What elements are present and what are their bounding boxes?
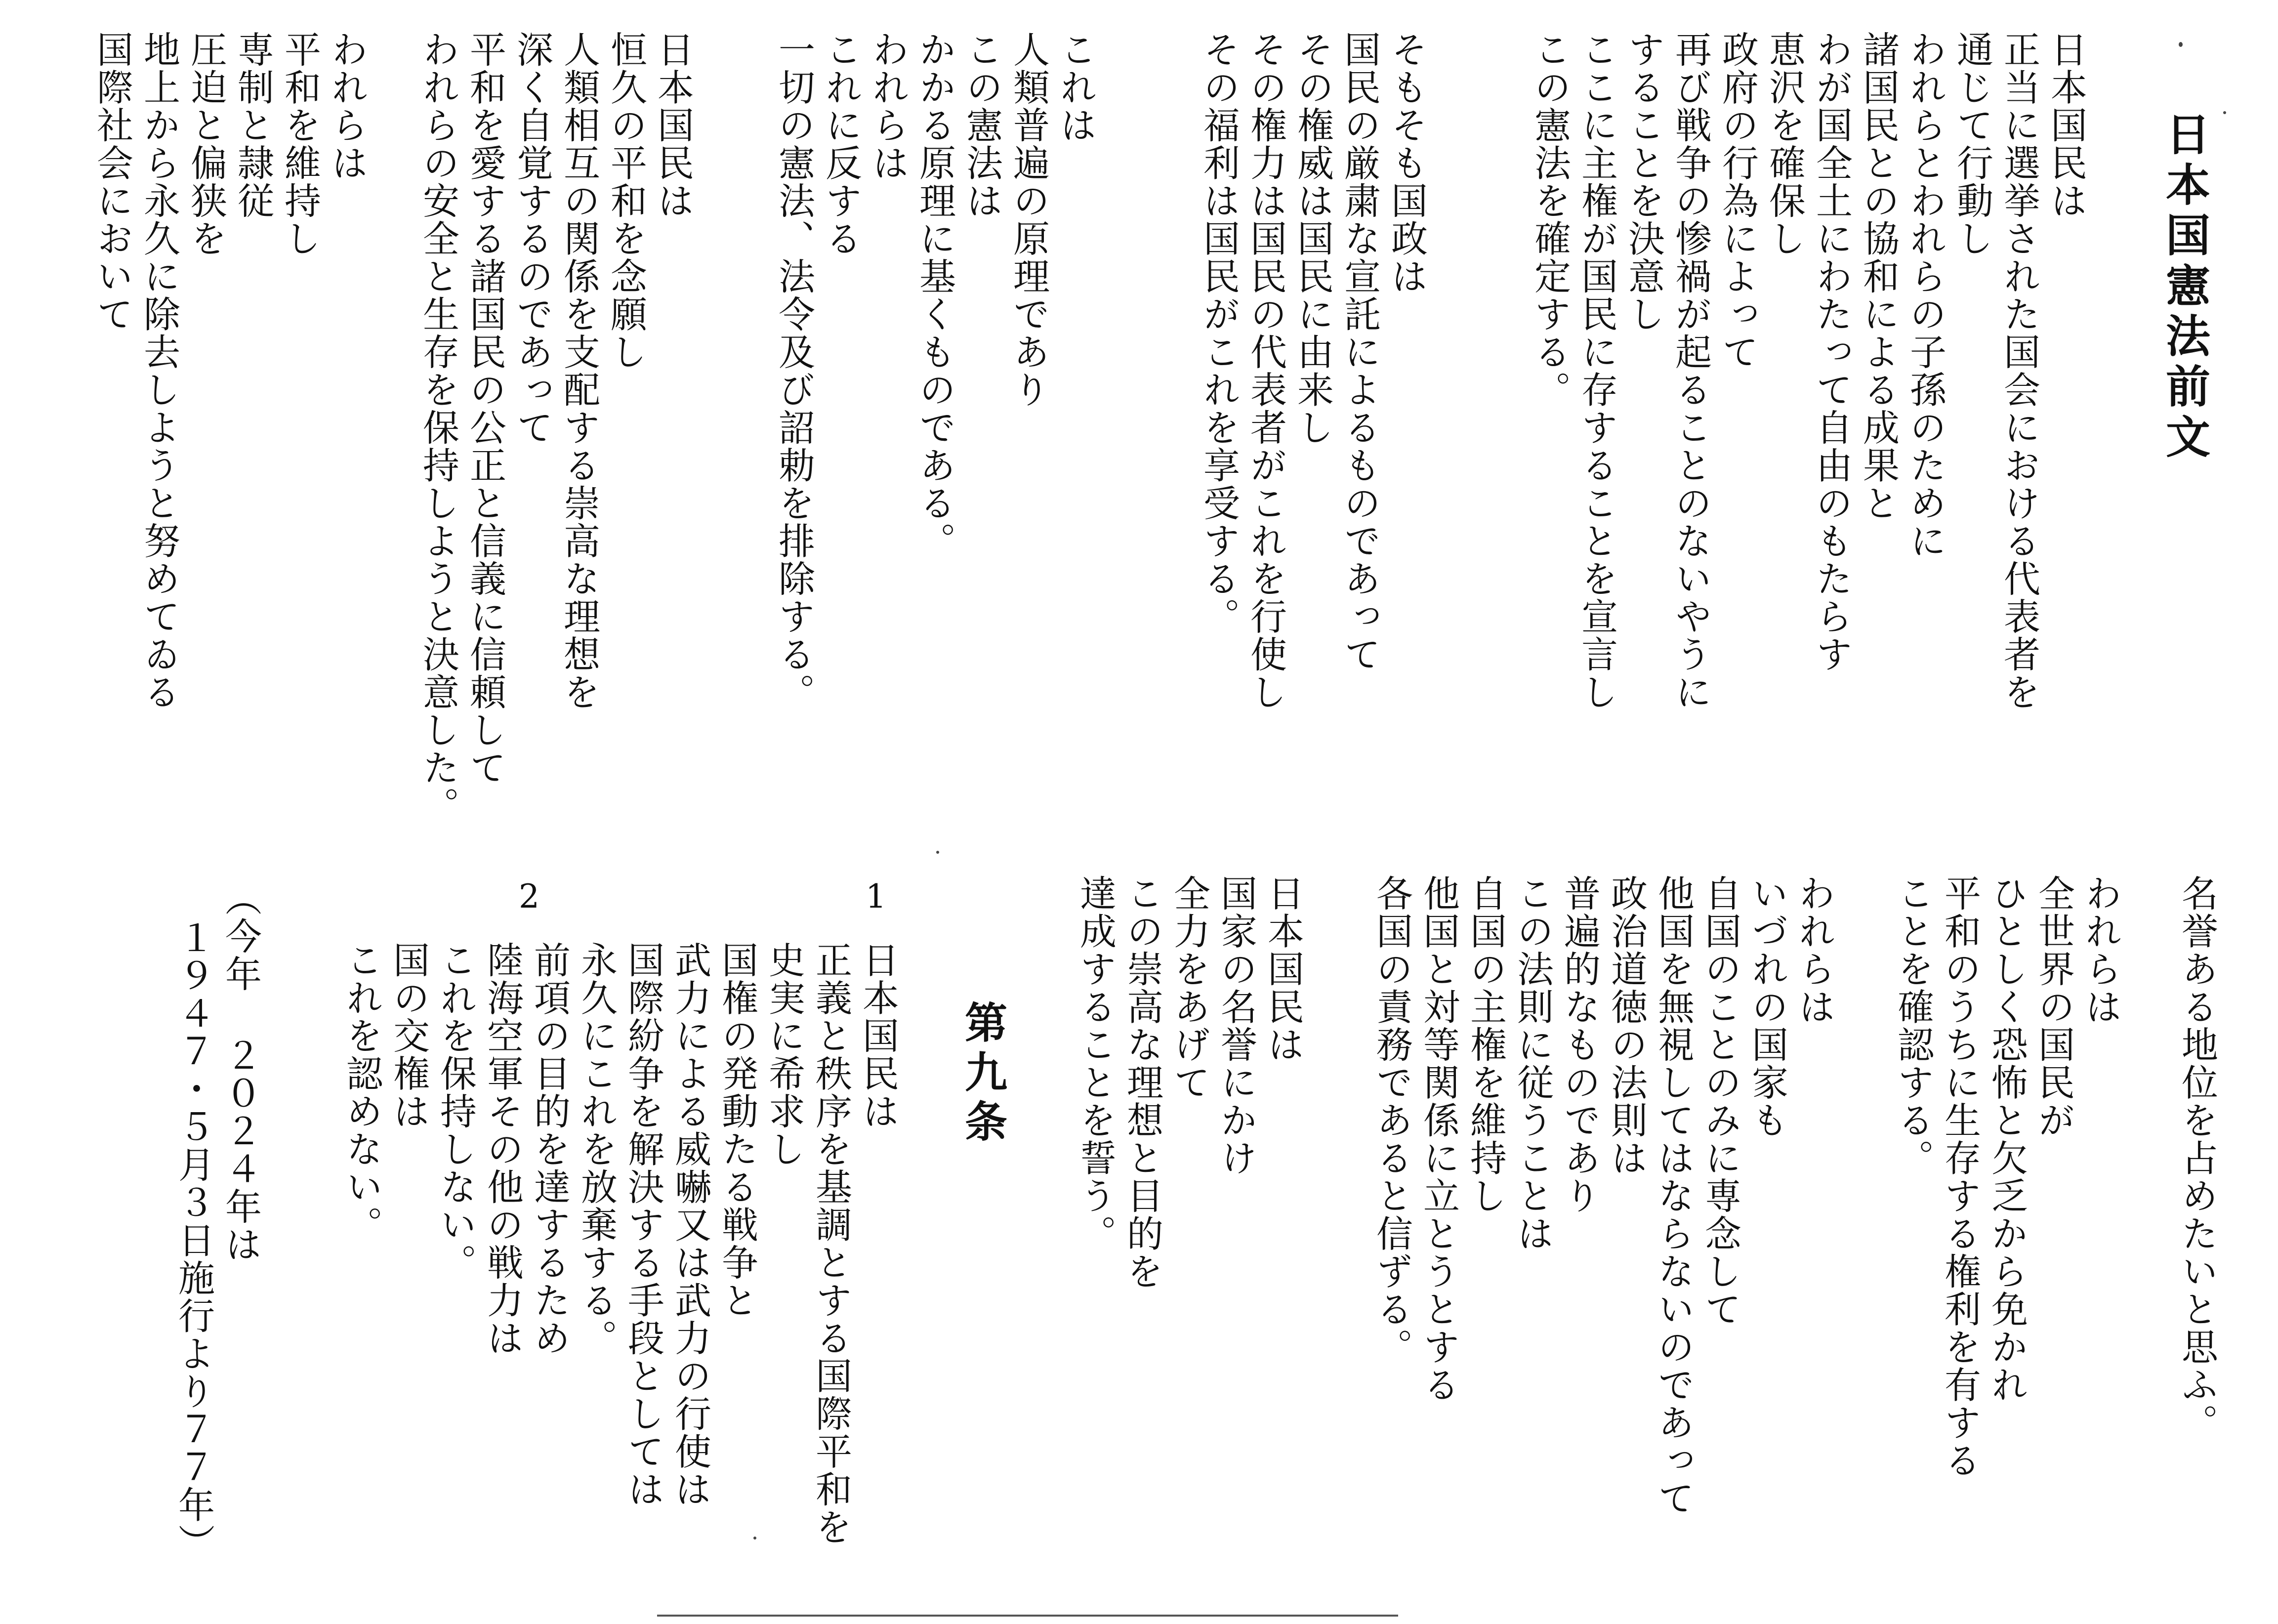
enactment-note: １９４７・５月３日施行より７７年） <box>172 919 215 1562</box>
preamble-line: 平和を維持し <box>279 31 321 257</box>
enactment-note: （今年 ２０２４年は <box>219 879 262 1263</box>
article9-para2-line: 国の交権は <box>387 941 430 1130</box>
preamble-line: ことを確認する。 <box>1892 874 1934 1177</box>
preamble-line: いづれの国家も <box>1746 874 1788 1139</box>
article9-para1-line: 史実に希求し <box>763 941 805 1168</box>
article9-para1-line: 国際紛争を解決する手段としては <box>622 941 664 1508</box>
preamble-line: そもそも国政は <box>1385 31 1428 295</box>
scan-speck <box>2179 42 2183 47</box>
preamble-line: われらは <box>867 31 909 182</box>
preamble-line: ひとしく恐怖と欠乏から免かれ <box>1986 874 2028 1404</box>
scan-speck <box>2223 111 2226 114</box>
article9-para1-line: 国権の発動たる戦争と <box>716 941 758 1319</box>
preamble-line: 人類普遍の原理であり <box>1007 31 1050 409</box>
preamble-line: 全力をあげて <box>1168 874 1210 1101</box>
preamble-line: その権威は国民に由来し <box>1291 31 1334 447</box>
preamble-line: 他国と対等関係に立とうとする <box>1417 874 1460 1404</box>
preamble-line: 達成することを誓う。 <box>1074 874 1117 1252</box>
page-edge-line <box>657 1615 1398 1617</box>
preamble-line: 日本国民は <box>652 31 694 220</box>
preamble-line: 国際社会において <box>91 31 133 333</box>
preamble-line: 自国の主権を維持し <box>1464 874 1507 1215</box>
preamble-line: 各国の責務であると信ずる。 <box>1370 874 1413 1366</box>
scan-speck <box>753 1537 756 1540</box>
article9-para2-line: 陸海空軍その他の戦力は <box>481 941 524 1357</box>
preamble-line: その福利は国民がこれを享受する。 <box>1198 31 1240 635</box>
preamble-line: われらは <box>326 31 368 182</box>
preamble-line: この憲法は <box>960 31 1003 220</box>
article9-para2-line: これを保持しない。 <box>434 941 477 1282</box>
preamble-line: 他国を無視してはならないのであって <box>1652 874 1695 1517</box>
preamble-line: この崇高な理想と目的を <box>1121 874 1163 1291</box>
preamble-line: これは <box>1054 31 1097 144</box>
article9-para2-line: これを認めない。 <box>340 941 383 1244</box>
preamble-line: われらは <box>2079 874 2122 1026</box>
preamble-line: わが国全土にわたって自由のもたらす <box>1810 31 1853 673</box>
article9-para1-line: 日本国民は <box>857 941 899 1130</box>
preamble-line: 正当に選挙された国会における代表者を <box>1998 31 2040 711</box>
preamble-line: 再び戦争の惨禍が起ることのないやうに <box>1669 31 1712 711</box>
preamble-line: 深く自覚するのであって <box>511 31 553 447</box>
preamble-line: 普遍的なものであり <box>1558 874 1601 1215</box>
preamble-line: 日本国民は <box>1262 874 1304 1064</box>
paragraph-number: 2 <box>519 877 539 916</box>
preamble-line: 日本国民は <box>2045 31 2087 220</box>
preamble-line: 政治道徳の法則は <box>1605 874 1648 1177</box>
preamble-line: することを決意し <box>1622 31 1665 333</box>
preamble-line: 専制と隷従 <box>232 31 274 220</box>
preamble-line: この憲法を確定する。 <box>1529 31 1571 409</box>
preamble-line: われらは <box>1793 874 1835 1026</box>
article9-para1-line: 永久にこれを放棄する。 <box>575 941 618 1357</box>
preamble-line: 一切の憲法、法令及び詔勅を排除する。 <box>773 31 815 711</box>
preamble-line: その権力は国民の代表者がこれを行使し <box>1244 31 1287 711</box>
preamble-line: 通じて行動し <box>1951 31 1993 257</box>
scan-speck <box>936 851 939 854</box>
preamble-line: 自国のことのみに専念して <box>1699 874 1741 1328</box>
article9-para2-line: 前項の目的を達するため <box>528 941 571 1357</box>
preamble-line: これに反する <box>820 31 862 257</box>
preamble-line: 圧迫と偏狭を <box>185 31 227 257</box>
preamble-line: 政府の行為によって <box>1716 31 1759 371</box>
preamble-line: 地上から永久に除去しようと努めてゐる <box>138 31 180 711</box>
preamble-line: 平和のうちに生存する権利を有する <box>1939 874 1981 1479</box>
paragraph-number: 1 <box>866 877 886 916</box>
article9-title: 第九条 <box>957 1000 1007 1149</box>
preamble-line: 平和を愛する諸国民の公正と信義に信頼して <box>464 31 506 787</box>
preamble-line: ここに主権が国民に存することを宣言し <box>1575 31 1618 711</box>
preamble-line: 国家の名誉にかけ <box>1215 874 1257 1177</box>
preamble-line: 恵沢を確保し <box>1763 31 1806 257</box>
preamble-line: 恒久の平和を念願し <box>605 31 647 371</box>
preamble-line: 国民の厳粛な宣託によるものであって <box>1338 31 1381 673</box>
preamble-line: かかる原理に基くものである。 <box>913 31 956 560</box>
preamble-line: 全世界の国民が <box>2032 874 2075 1139</box>
preamble-line: 名誉ある地位を占めたいと思ふ。 <box>2176 874 2218 1442</box>
preamble-title: 日本国憲法前文 <box>2158 111 2210 464</box>
preamble-line: 諸国民との協和による成果と <box>1857 31 1900 522</box>
preamble-line: この法則に従うことは <box>1511 874 1554 1252</box>
article9-para1-line: 正義と秩序を基調とする国際平和を <box>810 941 852 1546</box>
preamble-line: われらとわれらの子孫のために <box>1904 31 1947 560</box>
preamble-line: 人類相互の関係を支配する崇高な理想を <box>558 31 600 711</box>
article9-para1-line: 武力による威嚇又は武力の行使は <box>669 941 711 1508</box>
preamble-line: われらの安全と生存を保持しようと決意した。 <box>417 31 459 825</box>
